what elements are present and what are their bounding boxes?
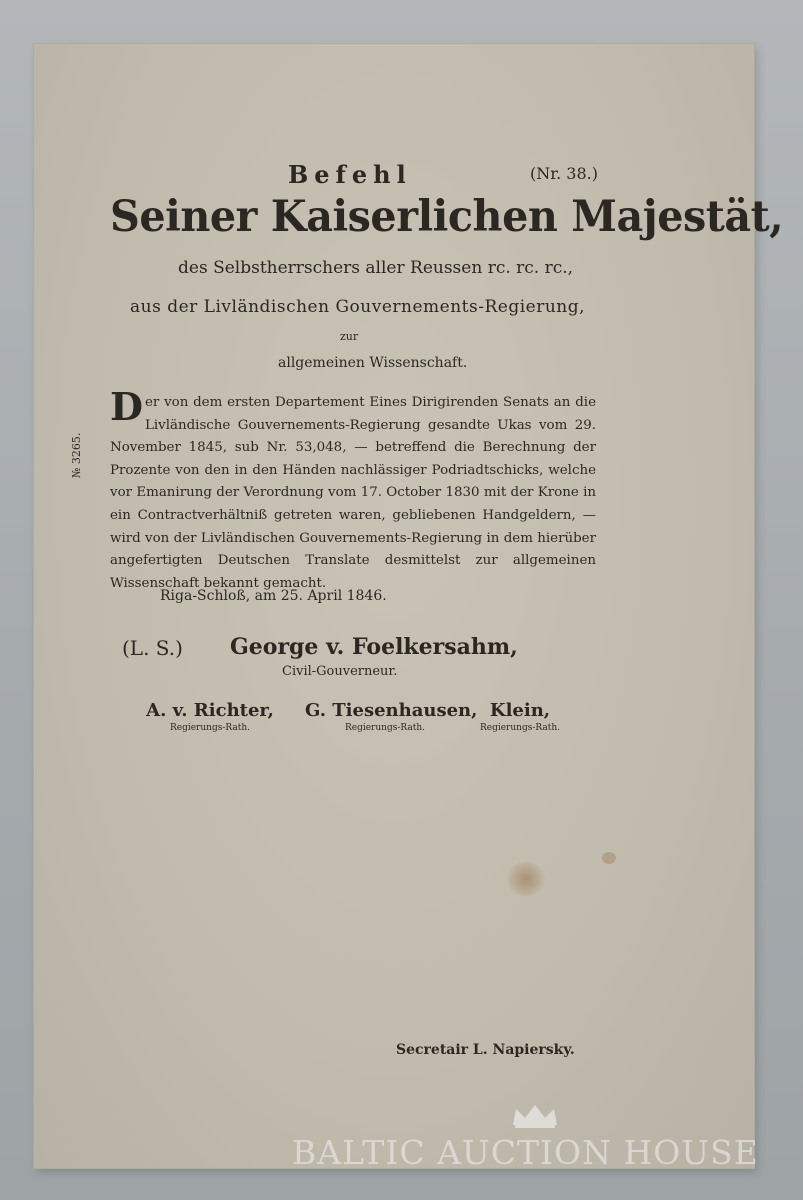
place-date: Riga-Schloß, am 25. April 1846. bbox=[160, 588, 387, 604]
governor-title: Civil-Gouverneur. bbox=[282, 664, 398, 679]
header-title: Seiner Kaiserlichen Majestät, bbox=[110, 192, 784, 242]
paper-stain-small bbox=[602, 852, 616, 864]
signatory-name: G. Tiesenhausen, bbox=[305, 700, 478, 721]
decree-body bbox=[110, 384, 596, 595]
secretary-signature: Secretair L. Napiersky. bbox=[396, 1042, 575, 1058]
header-subtitle: des Selbstherrschers aller Reussen rc. rc. rc., bbox=[178, 258, 574, 278]
signatory-role: Regierungs-Rath. bbox=[479, 723, 560, 733]
signatory-3 bbox=[440, 700, 600, 733]
header-zur: zur bbox=[340, 330, 359, 343]
signatory-1 bbox=[130, 700, 290, 733]
decree-number: (Nr. 38.) bbox=[530, 164, 598, 183]
dropcap-letter: D bbox=[110, 384, 143, 429]
paper-stain bbox=[506, 862, 546, 896]
governor-name: George v. Foelkersahm, bbox=[230, 634, 518, 660]
decree-body-text: er von dem ersten Departement Eines Dirigirenden Senats an die Livländische Gouvernements-Regierung gesandte Ukas vom 29. November 1845, sub Nr. 53,048, — betreffend die Berechnung der Prozente von den in den Händen nachlässiger Podriadtschicks, welche vor Emanirung der Verordnung vom 17. October 1830 mit der Krone in ein Contractverhältniß getreten waren, gebliebenen Handgeldern, — wird von der Livländischen Gouvernements-Regierung in dem hierüber angefertigten Deutschen Translate desmittelst zur allgemeinen Wissenschaft bekannt gemacht. bbox=[110, 395, 596, 591]
seal-mark: (L. S.) bbox=[122, 636, 183, 660]
signatory-name: A. v. Richter, bbox=[146, 700, 274, 721]
crown-icon bbox=[510, 1103, 560, 1129]
side-reference-number: № 3265. bbox=[70, 432, 83, 478]
signatory-name: Klein, bbox=[489, 700, 551, 721]
header-purpose: allgemeinen Wissenschaft. bbox=[278, 355, 468, 371]
signatory-role: Regierungs-Rath. bbox=[344, 723, 425, 733]
header-befehl: Befehl bbox=[288, 160, 412, 189]
watermark-text: BALTIC AUCTION HOUSE bbox=[292, 1133, 759, 1172]
header-issuer: aus der Livländischen Gouvernements-Regierung, bbox=[130, 297, 586, 317]
signatory-role: Regierungs-Rath. bbox=[169, 723, 250, 733]
